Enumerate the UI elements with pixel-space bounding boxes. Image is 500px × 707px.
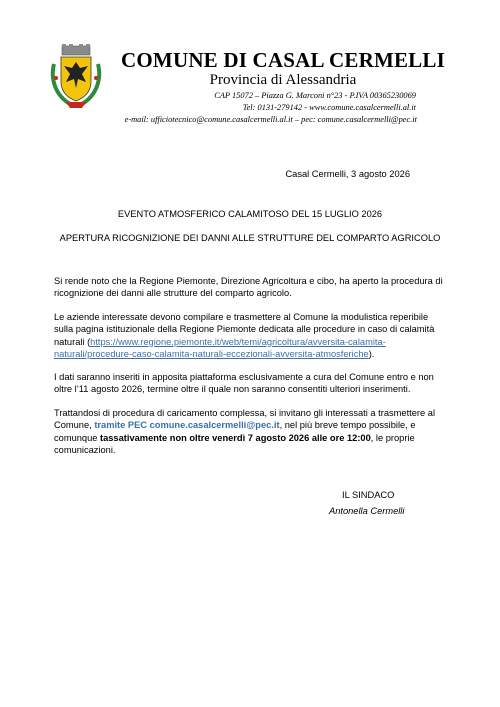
pec-address-link[interactable]: tramite PEC comune.casalcermelli@pec.it (94, 420, 280, 431)
signature-name: Antonella Cermelli (329, 506, 405, 516)
paragraph-instructions (54, 311, 446, 360)
paragraph-submission-text-2: , nel più breve tempo possibile, e comunque (54, 420, 416, 443)
regione-piemonte-link[interactable]: https://www.regione.piemonte.it/web/temi/agricoltura/avversita-calamita-naturali/procedure-caso-calamita-naturali-eccezionali-avversita-atmosferiche (54, 336, 386, 359)
paragraph-announcement: Si rende noto che la Regione Piemonte, Direzione Agricoltura e cibo, ha aperto la procedura di ricognizione dei danni alle strutture del comparto agricolo. (54, 276, 443, 299)
paragraph-submission (54, 407, 446, 456)
signature-role: IL SINDACO (342, 490, 395, 500)
province-name: Provincia di Alessandria (209, 72, 357, 88)
date-line: Casal Cermelli, 3 agosto 2026 (285, 169, 410, 179)
subject-line-2: APERTURA RICOGNIZIONE DEI DANNI ALLE STRUTTURE DEL COMPARTO AGRICOLO (59, 233, 441, 243)
contact-line: Tel: 0131-279142 - www.comune.casalcermelli.al.it (242, 103, 416, 112)
paragraph-instructions-end: ). (368, 348, 375, 359)
municipality-name: COMUNE DI CASAL CERMELLI (121, 48, 445, 72)
email-line: e-mail: ufficiotecnico@comune.casalcermelli.al.it – pec: comune.casalcermelli@pec.it (124, 115, 417, 124)
paragraph-submission-text: Trattandosi di procedura di caricamento complessa, si invitano gli interessati a trasmettere al Comune, (54, 408, 436, 431)
paragraph-instructions-text: Le aziende interessate devono compilare e trasmettere al Comune la modulistica reperibile sulla pagina istituzionale della Regione Piemonte dedicata alle procedure in caso di calamità naturali ( (54, 312, 435, 347)
municipal-coat-of-arms-icon (48, 44, 104, 110)
paragraph-submission-end: , le proprie comunicazioni. (54, 432, 415, 455)
subject-line-1: EVENTO ATMOSFERICO CALAMITOSO DEL 15 LUGLIO 2026 (117, 209, 383, 219)
paragraph-deadline-platform: I dati saranno inseriti in apposita piattaforma esclusivamente a cura del Comune entro e non oltre l’11 agosto 2026, termine oltre il quale non saranno consentiti ulteriori inserimenti. (54, 372, 434, 395)
address-line: CAP 15072 – Piazza G. Marconi n°23 - P.IVA 00365230069 (214, 91, 416, 100)
submission-deadline: tassativamente non oltre venerdì 7 agosto 2026 alle ore 12:00 (100, 432, 371, 443)
